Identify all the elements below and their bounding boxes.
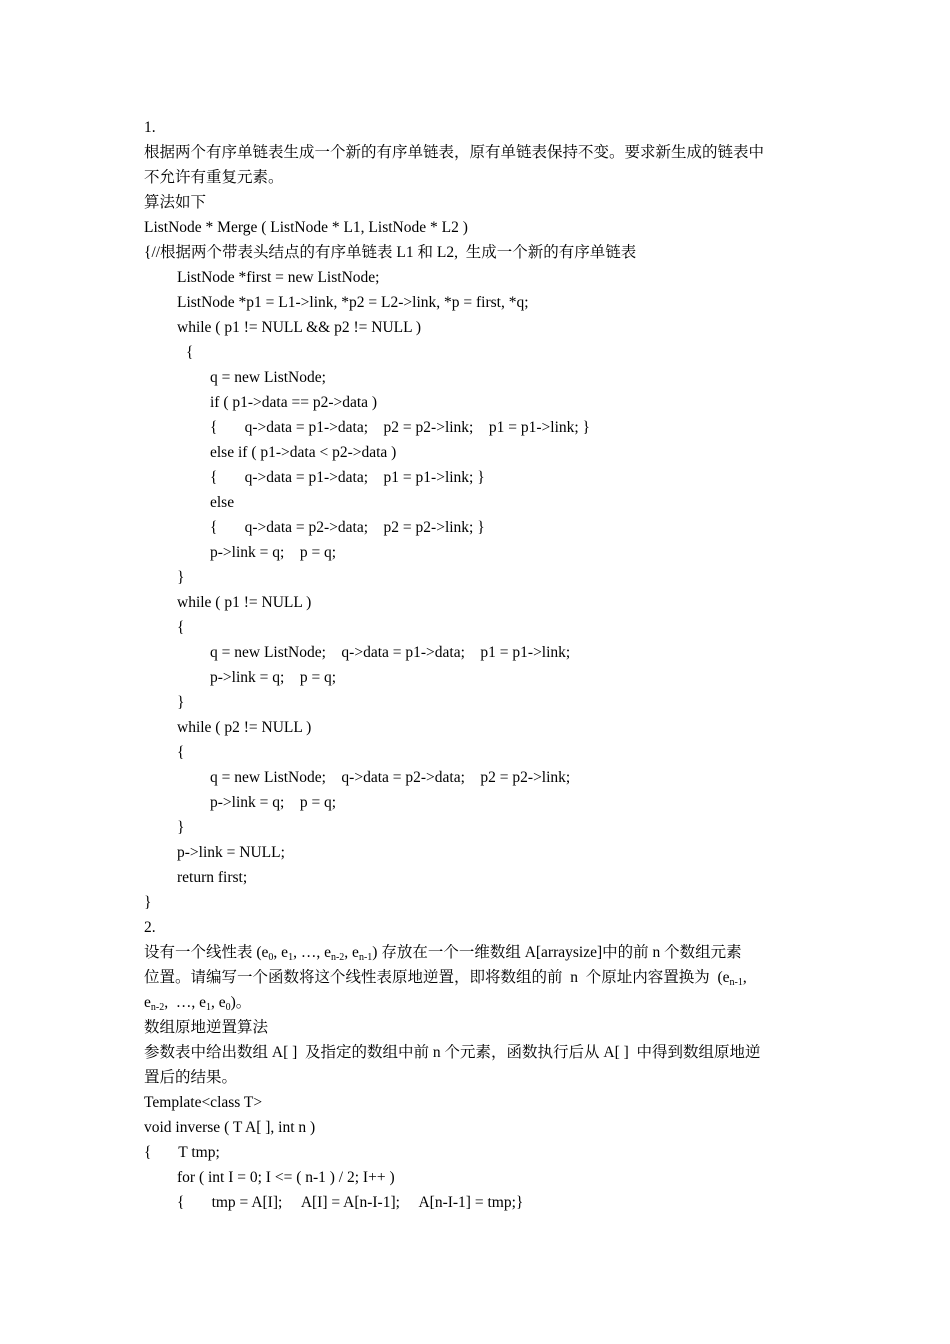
code-line: while ( p2 != NULL )	[177, 719, 312, 736]
question-2-statement-line2: 位置。请编写一个函数将这个线性表原地逆置，即将数组的前 n 个原址内容置换为 ($e_{n-1}$,	[144, 969, 747, 988]
code-line: {//根据两个带表头结点的有序单链表 L1 和 L2, 生成一个新的有序单链表	[144, 244, 637, 261]
code-line: p->link = q; p = q;	[210, 794, 337, 811]
code-line: p->link = q; p = q;	[210, 544, 337, 561]
code-line: Template<class T>	[144, 1094, 263, 1111]
question-2-description-line1: 参数表中给出数组 A[ ] 及指定的数组中前 n 个元素，函数执行后从 A[ ] 中得到数组原地逆	[144, 1044, 761, 1061]
question-2-statement-line1: 设有一个线性表 ($e_0$, $e_1$, …, $e_{n-2}$, $e_{n-1}$) 存放在一个一维数组 A[arraysize]中的前 n 个数组元素	[144, 944, 742, 963]
question-2-statement-line3: $e_{n-2}$, …, $e_1$, $e_0$)。	[144, 994, 252, 1013]
code-line: void inverse ( T A[ ], int n )	[144, 1119, 316, 1136]
code-line: return first;	[177, 869, 248, 886]
code-line: { q->data = p1->data; p2 = p2->link; p1 = p1->link; }	[210, 419, 590, 436]
algorithm-heading: 算法如下	[144, 194, 207, 211]
code-line: q = new ListNode; q->data = p1->data; p1 = p1->link;	[210, 644, 571, 661]
code-line: p->link = NULL;	[177, 844, 285, 861]
code-line: }	[177, 694, 185, 711]
code-line: ListNode * Merge ( ListNode * L1, ListNode * L2 )	[144, 219, 468, 236]
question-2-description-line2: 置后的结果。	[144, 1069, 238, 1086]
code-line: }	[144, 894, 152, 911]
code-line: ListNode *first = new ListNode;	[177, 269, 380, 286]
code-line: {	[186, 344, 194, 361]
code-line: { tmp = A[I]; A[I] = A[n-I-1]; A[n-I-1] = tmp;}	[177, 1194, 524, 1211]
code-line: {	[177, 744, 185, 761]
question-2-number: 2.	[144, 919, 156, 936]
code-line: for ( int I = 0; I <= ( n-1 ) / 2; I++ )	[177, 1169, 395, 1186]
code-line: }	[177, 819, 185, 836]
code-line: else if ( p1->data < p2->data )	[210, 444, 397, 461]
code-line: else	[210, 494, 235, 511]
code-line: q = new ListNode; q->data = p2->data; p2 = p2->link;	[210, 769, 571, 786]
code-line: while ( p1 != NULL && p2 != NULL )	[177, 319, 422, 336]
code-line: }	[177, 569, 185, 586]
code-line: ListNode *p1 = L1->link, *p2 = L2->link, *p = first, *q;	[177, 294, 529, 311]
code-line: p->link = q; p = q;	[210, 669, 337, 686]
algorithm-heading: 数组原地逆置算法	[144, 1019, 269, 1036]
code-line: q = new ListNode;	[210, 369, 326, 386]
code-line: {	[177, 619, 185, 636]
code-line: { T tmp;	[144, 1144, 220, 1161]
question-1-statement-line2: 不允许有重复元素。	[144, 169, 284, 186]
question-1-number: 1.	[144, 119, 156, 136]
code-line: { q->data = p1->data; p1 = p1->link; }	[210, 469, 485, 486]
question-1-statement-line1: 根据两个有序单链表生成一个新的有序单链表，原有单链表保持不变。要求新生成的链表中	[144, 144, 765, 161]
code-line: while ( p1 != NULL )	[177, 594, 312, 611]
code-line: { q->data = p2->data; p2 = p2->link; }	[210, 519, 485, 536]
code-line: if ( p1->data == p2->data )	[210, 394, 378, 411]
